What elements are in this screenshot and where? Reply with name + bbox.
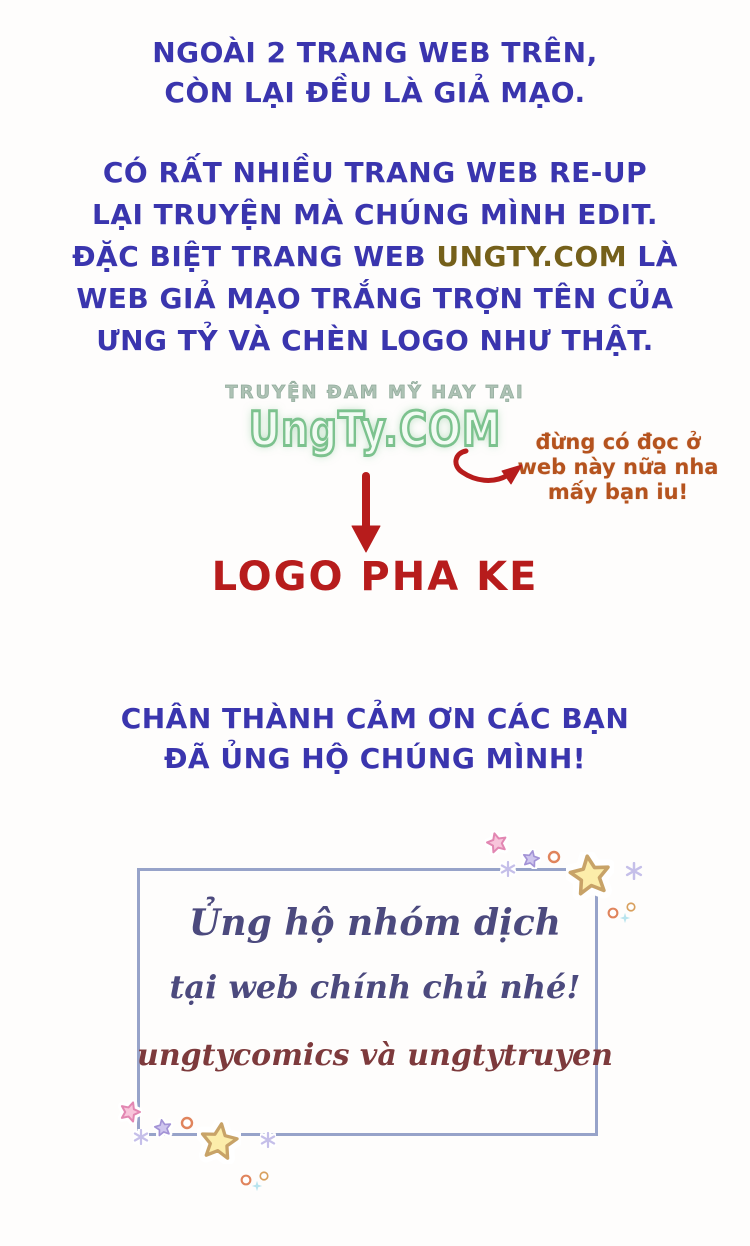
thanks-line-2: ĐÃ ỦNG HỘ CHÚNG MÌNH!	[163, 742, 587, 775]
thanks-line-1: CHÂN THÀNH CẢM ƠN CÁC BẠN	[120, 702, 630, 735]
warning-line-1: CÓ RẤT NHIỀU TRANG WEB RE-UP	[102, 156, 648, 189]
yellow-star-icon	[566, 852, 614, 900]
lavender-sparkle-icon	[500, 861, 516, 877]
pink-star-icon	[485, 831, 509, 855]
warning-line-4: WEB GIẢ MẠO TRẮNG TRỢN TÊN CỦA	[76, 282, 674, 315]
purple-star-icon	[521, 849, 541, 869]
lavender-sparkle-icon	[625, 862, 643, 880]
cyan-sparkle-icon	[251, 1180, 263, 1192]
handwritten-note-line-3: mấy bạn iu!	[547, 480, 689, 504]
handwritten-note	[516, 430, 720, 505]
support-line-2: tại web chính chủ nhé!	[169, 968, 581, 1006]
curved-arrow-icon	[450, 446, 534, 500]
pink-star-icon	[118, 1100, 142, 1124]
lavender-sparkle-icon	[260, 1132, 276, 1148]
handwritten-note-line-2: web này nữa nha	[517, 455, 719, 479]
lavender-sparkle-icon	[133, 1129, 149, 1145]
warning-line-3-prefix: ĐẶC BIỆT TRANG WEB	[72, 240, 437, 273]
support-line-3: ungtycomics và ungtytruyen	[137, 1038, 613, 1073]
yellow-star-icon	[197, 1120, 241, 1164]
handwritten-note-line-1: đừng có đọc ở	[535, 430, 701, 454]
warning-line-2: LẠI TRUYỆN MÀ CHÚNG MÌNH EDIT.	[92, 198, 658, 231]
intro-line-2: CÒN LẠI ĐỀU LÀ GIẢ MẠO.	[164, 76, 586, 109]
purple-star-icon	[153, 1118, 173, 1138]
orange-circle-icon	[606, 906, 620, 920]
warning-line-3	[0, 240, 750, 273]
support-line-1: Ủng hộ nhóm dịch	[189, 902, 561, 944]
fake-site-name: UNGTY.COM	[436, 240, 628, 273]
intro-line-1: NGOÀI 2 TRANG WEB TRÊN,	[152, 36, 598, 69]
fake-logo-caption: LOGO PHA KE	[211, 554, 539, 600]
warning-line-5: ƯNG TỶ VÀ CHÈN LOGO NHƯ THẬT.	[96, 324, 654, 357]
cyan-sparkle-icon	[619, 912, 631, 924]
warning-line-3-suffix: LÀ	[627, 240, 678, 273]
orange-circle-icon	[179, 1115, 195, 1131]
fake-logo-wordmark: UngTy.COM	[248, 402, 502, 457]
orange-circle-icon	[546, 849, 562, 865]
fake-logo-tagline: TRUYỆN ĐAM MỸ HAY TẠI	[225, 382, 525, 403]
down-arrow-icon	[346, 472, 386, 556]
